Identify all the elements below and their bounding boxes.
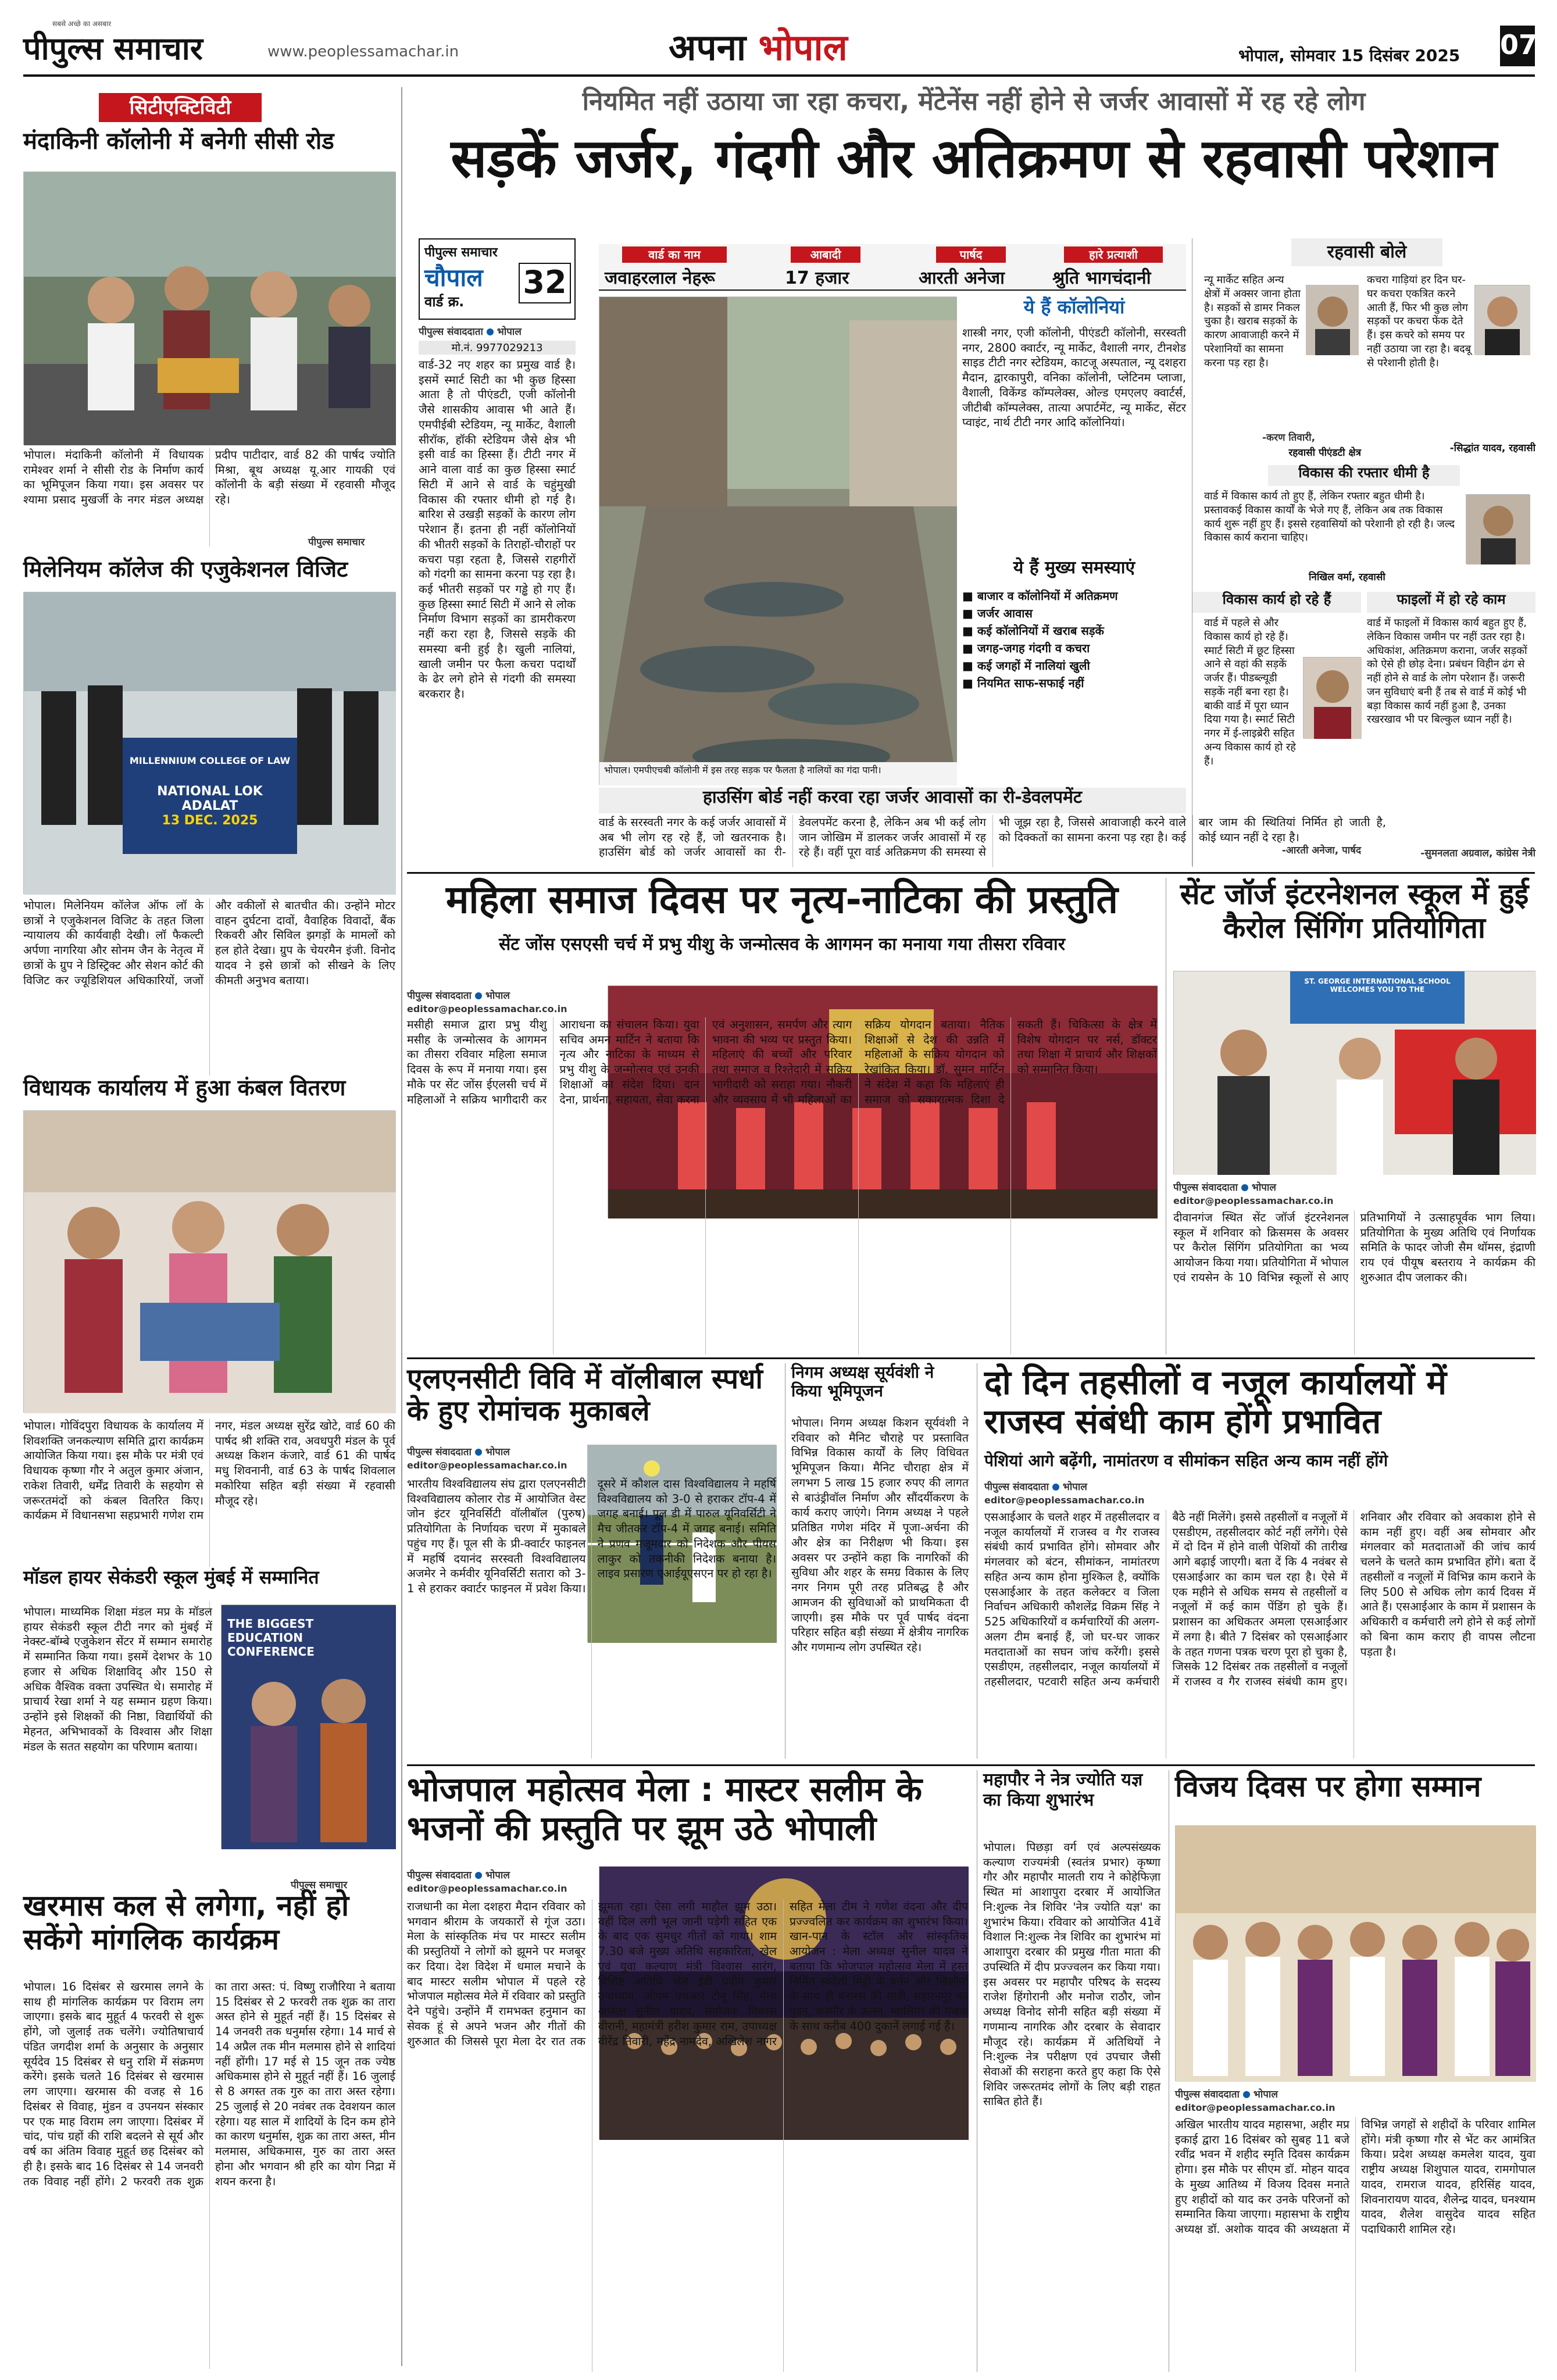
story4-body [23, 1604, 212, 1907]
vijay-body [1175, 2117, 1535, 2372]
story1-body [23, 448, 395, 546]
page-number: 07 [1500, 26, 1535, 66]
story1-credit: पीपुल्स समाचार [308, 537, 365, 548]
story2-banner-date: 13 DEC. 2025 [162, 813, 258, 828]
square-bullet-icon: ■ [962, 624, 977, 638]
bhojpal-body [407, 1899, 968, 2372]
stgeorge-story [1166, 878, 1535, 1355]
info-1-label: आबादी [791, 246, 860, 263]
story3-headline: विधायक कार्यालय में हुआ कंबल वितरण [23, 1075, 395, 1110]
files-title: फाइलों में हो रहे काम [1367, 592, 1535, 613]
lead-body [419, 358, 576, 869]
quote2-role: रहवासी [1509, 442, 1535, 454]
quote4-avatar [1303, 657, 1361, 738]
story4-headline: मॉडल हायर सेकंडरी स्कूल मुंबई में सम्मानित [23, 1567, 395, 1602]
problems-list [962, 587, 1186, 785]
volleyball-columns [407, 1477, 776, 1759]
bullet-icon [487, 328, 494, 335]
story2-headline: मिलेनियम कॉलेज की एजुकेशनल विजिट [23, 556, 348, 582]
story1-headline: मंदाकिनी कॉलोनी में बनेगी सीसी रोड [23, 128, 334, 155]
story2-banner-event: NATIONAL LOK ADALAT [157, 784, 263, 813]
story4-banner: THE BIGGEST EDUCATION CONFERENCE [227, 1617, 315, 1659]
tehsil-deck: पेशियां आगे बढ़ेंगी, नामांतरण व सीमांकन सहित अन्य काम नहीं होंगे [984, 1451, 1388, 1470]
tehsil-email[interactable]: editor@peoplessamachar.co.in [984, 1495, 1145, 1506]
problem-item: ■ कई जगहों में नालियां खुली [962, 659, 1090, 673]
tehsil-byline [984, 1480, 1159, 1493]
story1-text: भोपाल। मंदाकिनी कॉलोनी में विधायक रामेश्वर शर्मा ने सीसी रोड के निर्माण कार्य का भूमिपूजन किया गया। इस अवसर पर श्यामा प्रसाद मुखर्जी के नगर मंडल अध्यक्ष प्रदीप पाटीदार, वार्ड 82 की पार्षद ज्योति मिश्रा, बूथ अध्यक्ष यू.आर गायकी एवं कॉलोनी के बड़ी संख्या में रहवासी मौजूद रहे। [23, 448, 395, 507]
square-bullet-icon: ■ [962, 659, 977, 673]
kharmas-story [23, 1889, 395, 2372]
stgeorge-text: दीवानगंज स्थित सेंट जॉर्ज इंटरनेशनल स्कूल में शनिवार को क्रिसमस के अवसर पर कैरोल सिंगिंग प्रतियोगिता का भव्य आयोजन किया गया। प्रतियोगिता में भोपाल एवं रायसेन के 10 विभिन्न स्कूलों से आए प्रतिभागियों ने उत्साहपूर्वक भाग लिया। प्रतियोगिता के मुख्य अतिथि एवं निर्णायक समिति के फादर जोजी सैम थॉमस, इंद्राणी राय एवं पीयूष बस्तराय ने कार्यक्रम की शुरुआत दीप जलाकर की। [1173, 1211, 1535, 1284]
ward-info-strip [599, 244, 1186, 291]
stgeorge-photo [1173, 971, 1535, 1174]
bhojpal-email[interactable]: editor@peoplessamachar.co.in [407, 1883, 567, 1894]
vijay-headline: विजय दिवस पर होगा सम्मान [1175, 1770, 1481, 1803]
person-portrait-icon [1306, 285, 1359, 355]
lower-rule [407, 1764, 1535, 1766]
city-activity-label: सिटीएक्टिविटी [99, 93, 262, 122]
blanket-distribution-illustration [24, 1111, 396, 1413]
tehsil-story [977, 1363, 1535, 1759]
dateline: भोपाल, सोमवार 15 दिसंबर 2025 [1238, 46, 1460, 65]
mahila-deck: सेंट जोंस एसएसी चर्च में प्रभु यीशु के जन्मोत्सव के आगमन का मनाया गया तीसरा रविवार [499, 934, 1065, 955]
volleyball-byline-place: भोपाल [485, 1446, 510, 1458]
info-3-label: हारे प्रत्याशी [1064, 246, 1163, 263]
vijay-byline-place: भोपाल [1253, 2089, 1278, 2100]
lead-mobile: मो.नं. 9977029213 [419, 341, 576, 355]
quote1-role: रहवासी पीएंडटी क्षेत्र [1288, 447, 1361, 459]
story2-banner-college: MILLENNIUM COLLEGE OF LAW [129, 755, 291, 766]
mahila-columns [407, 1017, 1157, 1355]
mid-rule [407, 1357, 1535, 1359]
lead-byline-name: पीपुल्स संवाददाता [419, 326, 483, 338]
vijay-byline [1175, 2087, 1349, 2101]
info-3-value: श्रुति भागचंदानी [1052, 268, 1151, 288]
square-bullet-icon: ■ [962, 606, 977, 620]
problems-title: ये हैं मुख्य समस्याएं [1013, 558, 1135, 578]
kharmas-headline: खरमास कल से लगेगा, नहीं हो सकेंगे मांगलिक कार्यक्रम [23, 1889, 349, 1956]
quote1-text: न्यू मार्केट सहित अन्य क्षेत्रों में अक्सर जाना होता है। सड़कों से डामर निकल चुका है। खराब सड़कों के कारण आवाजाही करने में परेशानियों का सामना करना पड़ रहा है। [1204, 274, 1301, 369]
mahapour-headline: महापौर ने नेत्र ज्योति यज्ञ का किया शुभारंभ [983, 1770, 1143, 1810]
mahila-story [407, 878, 1157, 1355]
lead-byline-place: भोपाल [497, 326, 522, 338]
masthead [23, 17, 1538, 76]
quote4-name: -आरती अनेजा, पार्षद [1281, 845, 1361, 856]
lead-byline [419, 324, 576, 340]
quote1-avatar [1306, 285, 1358, 355]
damaged-road-illustration [599, 297, 957, 785]
volleyball-email[interactable]: editor@peoplessamachar.co.in [407, 1460, 567, 1471]
quote1-name: -करण तिवारी, [1262, 432, 1316, 444]
problem-item: ■ बाजार व कॉलोनियों में अतिक्रमण [962, 589, 1118, 603]
volleyball-headline: एलएनसीटी विवि में वॉलीबाल स्पर्धा के हुए रोमांचक मुकाबले [407, 1363, 763, 1428]
volleyball-byline [407, 1445, 581, 1459]
stgeorge-body [1173, 1210, 1535, 1355]
road-ceremony-illustration [24, 172, 396, 445]
volleyball-text: भारतीय विश्वविद्यालय संघ द्वारा एलएनसीटी विश्वविद्यालय कोलार रोड में आयोजित वेस्ट जोन इंटर यूनिवर्सिटी वॉलीबॉल (पुरुष) प्रतियोगिता के निर्णायक चरण में मुकाबले पहुंच गए हैं। पूल सी के प्री-क्वार्टर फाइनल में महर्षि दयानंद सरस्वती विश्वविद्यालय अजमेर ने कर्मवीर यूनिवर्सिटी सतारा को 3-1 से हराकर क्वार्टर फाइनल में प्रवेश किया। दूसरे में कौशल दास विश्वविद्यालय ने महर्षि विश्वविद्यालय को 3-0 से हराकर टॉप-4 में जगह बनाई। पूल डी में पारुल यूनिवर्सिटी ने मैच जीतकर टॉप-4 में जगह बनाई। समिति ने प्रणव मजूमदार को निदेशक और पीयस लाकुर को तकनीकी निदेशक बनाया है। लाइव प्रसारण एआईयूएसएन पर हो रहा है। [407, 1477, 776, 1596]
nigam-headline: निगम अध्यक्ष सूर्यवंशी ने किया भूमिपूजन [791, 1363, 934, 1401]
problems-box [962, 558, 1186, 791]
quote5-text: वार्ड में फाइलों में विकास कार्य बहुत हुए हैं, लेकिन विकास जमीन पर नहीं उतर रहा है। अधिकांश, अतिक्रमण कराना, जर्जर सड़कों को ऐसे ही छोड़ देना। प्रबंधन विहीन ढंग से नहीं होने से वार्ड के लोग परेशान हैं। जरूरी जन सुविधाएं बनी हैं तब से वार्ड में कोई भी बड़ा विकास कार्य नहीं हुआ है, उनका रखरखाव भी पर बिल्कुल ध्यान नहीं है। [1367, 617, 1527, 726]
quote2-avatar [1474, 285, 1530, 355]
square-bullet-icon: ■ [962, 676, 977, 690]
story3-photo [23, 1110, 395, 1413]
story4-text: भोपाल। माध्यमिक शिक्षा मंडल मप्र के मॉडल हायर सेकंडरी स्कूल टीटी नगर को मुंबई में नेक्स्ट-बॉम्बे एजुकेशन सेंटर में सम्मान समारोह में सम्मानित किया गया। इसमें देशभर के 10 हजार से अधिक शिक्षाविद् और 150 से अधिक वैश्विक वक्ता उपस्थित थे। समारोह में प्राचार्य रेखा शर्मा ने यह सम्मान ग्रहण किया। उन्होंने इसे शिक्षकों की निष्ठा, विद्यार्थियों की मेहनत, अभिभावकों के विश्वास और शिक्षा मंडल के सतत सहयोग का परिणाम बताया। [23, 1605, 212, 1753]
problem-item: ■ नियमित साफ-सफाई नहीं [962, 676, 1084, 690]
volleyball-body [407, 1477, 776, 1759]
housing-text: वार्ड के सरस्वती नगर के कई जर्जर आवासों में अब भी लोग रह रहे हैं, जो खतरनाक है। हाउसिंग बोर्ड को जर्जर आवासों का री-डेवलपमेंट करना है, लेकिन अब भी कई लोग जान जोखिम में डालकर जर्जर आवासों में रह रहे हैं। वहीं पूरा वार्ड अतिक्रमण की समस्या से भी जूझ रहा है, जिससे आवाजाही करने वाले को दिक्कतों का सामना करना पड़ रहा है। कई बार जाम की स्थितियां निर्मित हो जाती है, कोई ध्यान नहीं दे रहा है। [599, 816, 1386, 859]
slow-title: विकास की रफ्तार धीमी है [1268, 465, 1460, 486]
bhojpal-byline-name: पीपुल्स संवाददाता [407, 1870, 472, 1881]
section-title-red: भोपाल [758, 26, 848, 69]
info-2-label: पार्षद [936, 246, 1006, 263]
quote3-byline [1309, 570, 1460, 584]
bullet-icon [1241, 1184, 1248, 1191]
colonies-text: शास्त्री नगर, एजी कॉलोनी, पीएंडटी कॉलोनी, सरस्वती नगर, 2800 क्वार्टर, न्यू मार्केट, वैशाली नगर, टीनशेड साइड टीटी नगर स्टेडियम, काटजू अस्पताल, न्यू दशहरा मैदान, द्वारकापुरी, वनिका कॉलोनी, प्लेटिनम प्लाजा, वैशाली, विकेंग्ड कॉम्पलेक्स, ओल्ड एमएलए क्वार्टर्स, जीटीबी कॉम्पलेक्स, तात्या अपार्टमेंट, न्यू मार्केट, सेंटर प्वाइंट, नार्थ टीटी नगर आदि कॉलोनियां। [962, 326, 1186, 430]
college-visit-illustration [24, 592, 396, 895]
lead-kicker: नियमित नहीं उठाया जा रहा कचरा, मेंटेनेंस नहीं होने से जर्जर आवासों में रह रहे लोग [582, 87, 1366, 116]
problem-item: ■ जर्जर आवास [962, 606, 1033, 620]
mahila-text: मसीही समाज द्वारा प्रभु यीशु मसीह के जन्मोत्सव के आगमन का तीसरा रविवार महिला समाज दिवस के रूप में मनाया गया। इस मौके पर सेंट जोंस ईएलसी चर्च में महिलाओं ने सक्रिय भागीदारी कर आराधना का संचालन किया। युवा सचिव अमन मार्टिन ने बताया कि नृत्य और नाटिका के माध्यम से प्रभु यीशु के जन्मोत्सव एवं उनकी शिक्षाओं का संदेश दिया। दान देना, प्रार्थना, सहायता, सेवा करना एवं अनुशासन, समर्पण और त्याग भावना की भव्य पर प्रस्तुत किया। महिलाएं की बच्चों और परिवार तथा समाज व रिश्तेदारी में सक्रिय भागीदारी को सराहा गया। नौकरी और व्यवसाय में भी महिलाओं का सक्रिय योगदान बताया। नैतिक शिक्षाओं से देश की उन्नति में महिलाओं के सक्रिय योगदान को रेखांकित किया। डॉ. सुमन मार्टिन ने संदेश में कहा कि महिलाएं ही समाज को सकारात्मक दिशा दे सकती हैं। चिकित्सा के क्षेत्र में विशेष योगदान पर नर्स, डॉक्टर तथा शिक्षा में प्राचार्य और शिक्षकों को सम्मानित किया। [407, 1018, 1157, 1106]
story2-text: भोपाल। मिलेनियम कॉलेज ऑफ लॉ के छात्रों ने एजुकेशनल विजिट के तहत जिला न्यायालय की कार्यवाही देखी। लॉ फैकल्टी अर्पणा नागरिया और सोनम जैन के नेतृत्व में छात्रों के ग्रुप ने डिस्ट्रिक्ट और सेशन कोर्ट की विजिट कर ज्यूडिशियल अधिकारियों, जजों और वकीलों से बातचीत की। उन्होंने मोटर वाहन दुर्घटना दावों, वैवाहिक विवादों, बैंक रिकवरी और सिविल झगड़ों के मामलों को हल होते देखा। ग्रुप के चेयरमैन इंजी. विनोद यादव ने इसे छात्रों को सीखने के लिए कीमती अनुभव बताया। [23, 899, 395, 987]
volleyball-story [407, 1363, 776, 1759]
person-portrait-icon [1466, 495, 1530, 564]
chaupal-brand: पीपुल्स समाचार [424, 245, 498, 260]
masthead-tagline: सबसे अच्छे का असबार [52, 20, 111, 28]
bullet-icon [1243, 2091, 1250, 2098]
story2-photo [23, 592, 395, 894]
residents-title: रहवासी बोले [1291, 238, 1442, 266]
ward-number: 32 [519, 263, 571, 303]
ward-label: वार्ड क्र. [424, 294, 465, 310]
bullet-icon [475, 992, 482, 999]
vijay-byline-name: पीपुल्स संवाददाता [1175, 2089, 1240, 2100]
quote5-name: -सुमनलता अग्रवाल, कांग्रेस नेत्री [1420, 848, 1535, 859]
housing-headline: हाउसिंग बोर्ड नहीं करवा रहा जर्जर आवासों का री-डेवलपमेंट [599, 788, 1186, 813]
tehsil-byline-name: पीपुल्स संवाददाता [984, 1481, 1049, 1493]
vijay-email[interactable]: editor@peoplessamachar.co.in [1175, 2102, 1335, 2113]
story1-photo [23, 171, 395, 445]
square-bullet-icon: ■ [962, 589, 977, 603]
chaupal-box [419, 238, 576, 320]
mahila-byline [407, 988, 593, 1002]
mahila-byline-name: पीपुल्स संवाददाता [407, 990, 472, 1002]
tehsil-columns [984, 1510, 1535, 1759]
stgeorge-email[interactable]: editor@peoplessamachar.co.in [1173, 1195, 1334, 1206]
bhojpal-byline [407, 1868, 581, 1882]
tehsil-headline: दो दिन तहसीलों व नजूल कार्यालयों में राजस्व संबंधी काम होंगे प्रभावित [984, 1363, 1447, 1441]
kharmas-text: भोपाल। 16 दिसंबर से खरमास लगने के साथ ही मांगलिक कार्यक्रम पर विराम लग जाएगा। इसके बाद मुहूर्त 4 फरवरी से शुरू होंगे, जो जुलाई तक चलेंगे। ज्योतिषाचार्य पंडित जगदीश शर्मा के अनुसार के अनुसार सूर्यदेव 15 दिसंबर से धनु राशि में संक्रमण करेंगे। इसके चलते 16 दिसंबर से खरमास लग जाएगा। खरमास की वजह से 16 दिसंबर से विवाह, मुंडन व उपनयन संस्कार पर एक माह विराम लग जाएगा। दिसंबर में चांद, पांच ग्रहों की राशि बदलने से सूर्य और वर्ष का अंतिम विवाह मुहूर्त छह दिसंबर को ही है। इसके बाद 16 दिसंबर से 14 जनवरी तक विवाह नहीं होंगे। 2 फरवरी तक शुक्र का तारा अस्त: पं. विष्णु राजौरिया ने बताया 15 दिसंबर से 2 फरवरी तक शुक्र का तारा अस्त होने से मुहूर्त नहीं हैं। 15 दिसंबर से 14 जनवरी तक धनुर्मास रहेगा। 14 मार्च से 14 अप्रैल तक मीन मलमास होने से शादियां नहीं होंगी। 17 मई से 15 जून तक ज्येष्ठ अधिकमास होने से मुहूर्त नहीं हैं। 16 जुलाई से 8 अगस्त तक गुरु का तारा अस्त रहेगा। 25 जुलाई से 20 नवंबर तक देवशयन काल रहेगा। यह साल में शादियों के दिन कम होने का कारण धनुर्मास, शुक्र का तारा अस्त, मीन मलमास, अधिकमास, गुरु का तारा अस्त होना और भगवान श्री हरि का योग निद्रा में शयन करना है। [23, 1980, 395, 2188]
info-1-value: 17 हजार [785, 268, 849, 288]
quote4-text: वार्ड में पहले से और विकास कार्य हो रहे हैं। स्मार्ट सिटी में छूट हिस्सा आने से वहां की सड़कें जर्जर हैं। पीडब्ल्यूडी सड़कें नहीं बना रहा है। बाकी वार्ड में पूरा ध्यान दिया गया है। स्मार्ट सिटी नगर में ई-लाइब्रेरी सहित अन्य विकास कार्य हो रहे हैं। [1204, 617, 1296, 767]
bullet-icon [1052, 1484, 1059, 1491]
lead-photo [599, 296, 956, 785]
nigam-story [785, 1363, 968, 1759]
masthead-url[interactable]: www.peoplessamachar.in [267, 43, 459, 60]
tehsil-body [984, 1510, 1535, 1759]
quote2-text: कचरा गाड़ियां हर दिन घर-घर कचरा एकत्रित करने आती हैं, फिर भी कुछ लोग सड़कों पर कचरा फेंक देते हैं। इस कचरे को समय पर नहीं उठाया जा रहा है। बदबू से परेशानी होती है। [1367, 274, 1471, 369]
lead-text: वार्ड-32 नए शहर का प्रमुख वार्ड है। इसमें स्मार्ट सिटी का भी कुछ हिस्सा आता है तो पीएंडटी, एजी कॉलोनी जैसे शासकीय आवास भी आते हैं। एमपीईबी स्टेडियम, न्यू मार्केट, वैशाली सीरॉक, हॉकी स्टेडियम जैसे क्षेत्र भी इसी वार्ड का हिस्सा हैं। टीटी नगर में आने वाला वार्ड का कुछ हिस्सा स्मार्ट सिटी में आने से वार्ड के चहुंमुखी विकास की रफ्तार धीमी हो गई है। बारिश से उखड़ी सड़कों के कारण लोग परेशान हैं। इतना ही नहीं कॉलोनियों की भीतरी सड़कों के तिराहों-चौराहों पर कचरा पड़ा रहता है, जिससे राहगीरों को गंदगी का सामना करना पड़ रहा है। कई भीतरी सड़कों पर गड्ढे हो गए हैं। कुछ हिस्सा स्मार्ट सिटी में आने से लोक निर्माण विभाग सड़कों का डामरीकरण नहीं करा रहा है, जिससे सड़कें की समस्या बनी हुई है। खुली नालियां, खाली जमीन पर फैला कचरा पदार्थों के ढेर लगे होने से गंदगी की समस्या बरकरार है। [419, 358, 576, 701]
bhojpal-story [407, 1770, 968, 2372]
chaupal-label: चौपाल [424, 263, 483, 292]
lead-photo-caption: भोपाल। एमपीएचबी कॉलोनी में इस तरह सड़क पर फैलता है नालियों का गंदा पानी। [599, 762, 957, 785]
masthead-logo: पीपुल्स समाचार [23, 30, 203, 67]
section-title-plain: अपना [669, 26, 747, 69]
stgeorge-byline-place: भोपाल [1251, 1182, 1276, 1193]
story4-photo [221, 1604, 395, 1849]
stgeorge-headline: सेंट जॉर्ज इंटरनेशनल स्कूल में हुई कैरोल सिंगिंग प्रतियोगिता [1180, 877, 1529, 945]
bullet-icon [475, 1872, 482, 1879]
bhojpal-text: राजधानी का मेला दशहरा मैदान रविवार को भगवान श्रीराम के जयकारों से गूंज उठा। मेला के सांस्कृतिक मंच पर मास्टर सलीम की प्रस्तुतियों ने लोगों को झूमने पर मजबूर कर दिया। देश विदेश में धमाल मचाने के बाद मास्टर सलीम भोपाल में पहले रहे भोजपाल महोत्सव मेले में रविवार को प्रस्तुति देने पहुंचे। उन्होंने मैं रामभक्त हनुमान का सेवक हूं से अपने भजन और गीतों की शुरुआत की जिससे पूरा मेला देर रात तक झूमता रहा। ऐसा लगी माहौल झूम उठा। वहीं दिल लगी भूल जानी पड़ेगी सहित एक के बाद एक सुमधुर गीतों को गाया। शाम 7.30 बजे मुख्य अतिथि सहकारिता, खेल एवं युवा कल्याण मंत्री विश्वास सारंग, विशिष्ट अतिथि भेल ईडी प्रदीप कुमार उपाध्याय, जीएम एचआर टोनू सिंह, मेला अध्यक्ष सुनील यादव, संयोजक विकास वीरानी, महामंत्री हरीश कुमार राम, उपाध्यक्ष वीरेंद्र तिवारी, महेंद्र नामदेव, अखिलेश नागर सहित मेला टीम ने गणेश वंदना और दीप प्रज्ज्वलित कर कार्यक्रम का शुभारंभ किया। खान-पान के स्टॉल और सांस्कृतिक आयोजन : मेला अध्यक्ष सुनील यादव ने बताया कि भोजपाल महोत्सव मेला में हस्त निर्मित स्वदेशी मिट्टी के बर्तन और खिलौनों के साथ ही बनारस की साड़ी, सहारनपुर का वुडन, कश्मीर के ऊलन, ग्वालियर की गजक के साथ करीब 400 दुकानें लगाई गई हैं। [407, 1900, 968, 2048]
person-portrait-icon [1304, 657, 1362, 739]
story4-credit: पीपुल्स समाचार [291, 1879, 348, 1891]
volleyball-byline-name: पीपुल्स संवाददाता [407, 1446, 472, 1458]
quote3-role: रहवासी [1359, 571, 1385, 583]
mahila-headline: महिला समाज दिवस पर नृत्य-नाटिका की प्रस्तुति [445, 877, 1119, 922]
dev-title: विकास कार्य हो रहे हैं [1192, 592, 1361, 613]
quote2-name: -सिद्धांत यादव, [1449, 442, 1506, 454]
vijay-photo [1175, 1825, 1535, 2081]
tehsil-text: एसआईआर के चलते शहर में तहसीलदार व नजूल कार्यालयों में राजस्व व गैर राजस्व संबंधी कार्य प्रभावित होंगे। सोमवार और मंगलवार को बंटन, सीमांकन, नामांतरण सहित अन्य काम होना मुश्किल है, क्योंकि एसआईआर के तहत कलेक्टर व जिला निर्वाचन अधिकारी कौशलेंद्र विक्रम सिंह ने 525 अधिकारियों व कर्मचारियों की अलग-अलग टीम बनाई हैं, जो घर-घर जाकर मतदाताओं का सघन जांच करेंगी। इससे एसडीएम, तहसीलदार, नजूल कार्यालयों में तहसीलदार, पटवारी सहित अन्य कर्मचारी बैठे नहीं मिलेंगे। इससे तहसीलों व नजूलों में एसडीएम, तहसीलदार कोर्ट नहीं लगेंगे। ऐसे में दो दिन में होने वाली पेशियों की तारीख आगे बढ़ाई जाएगी। बता दें कि 4 नवंबर से एसआईआर का काम चल रहा है। ऐसे में एक महीने से अधिक समय से तहसीलों व नजूलों में कई काम पेंडिंग हो चुके हैं। प्रशासन का अधिकतर अमला एसआईआर में लगा है। बीते 7 दिसंबर को एसआईआर के तहत गणना पत्रक चरण पूरा हो चुका है, जिसके 12 दिसंबर तक तहसीलों व नजूलों में राजस्व व गैर राजस्व संबंधी काम हुए। शनिवार और रविवार को अवकाश होने से काम नहीं हुए। वहीं अब सोमवार और मंगलवार को मतदाताओं की जांच कार्य चलने के चलते काम प्रभावित होंगे। बता दें तहसीलों व नजूलों में विभिन्न काम कराने के लिए 500 से अधिक लोग कार्य दिवस में आते हैं। एसआईआर के काम में प्रशासन के अधिकारी व कर्मचारी लगे होने से कई लोगों को बिना काम कराए ही वापस लौटना पड़ता है। [984, 1510, 1535, 1689]
quote3-name: निखिल वर्मा, [1309, 571, 1356, 583]
lead-bottom-rule [407, 872, 1535, 874]
mahila-email[interactable]: editor@peoplessamachar.co.in [407, 1003, 567, 1014]
masthead-rule [23, 74, 1535, 77]
column-divider-left [401, 87, 402, 2366]
quote3-text: वार्ड में विकास कार्य तो हुए हैं, लेकिन रफ्तार बहुत धीमी है। प्रस्तावकई विकास कार्यों के भेजे गए हैं, लेकिन अब तक विकास कार्य शुरू नहीं हुए हैं। इससे रहवासियों को परेशानी हो रही है। जल्द विकास कार्य कराना चाहिए। [1204, 490, 1455, 544]
stgeorge-banner: ST. GEORGE INTERNATIONAL SCHOOL WELCOMES YOU TO THE [1304, 977, 1451, 994]
stgeorge-byline [1173, 1180, 1359, 1194]
mahapour-story [977, 1770, 1160, 2372]
vijay-columns [1175, 2117, 1535, 2372]
person-portrait-icon [1475, 285, 1530, 355]
bullet-icon [475, 1449, 482, 1456]
lead-headline: सड़कें जर्जर, गंदगी और अतिक्रमण से रहवासी परेशान [451, 127, 1497, 190]
story3-text: भोपाल। गोविंदपुरा विधायक के कार्यालय में शिवशक्ति जनकल्याण समिति द्वारा कार्यक्रम आयोजित किया गया। इस मौके पर मंत्री एवं विधायक कृष्णा गौर ने अतुल कुमार अंजान, राकेश तिवारी, धर्मेंद्र तिवारी के सहयोग से जरूरतमंदों को कंबल वितरित किए। कार्यक्रम में विधानसभा सहप्रभारी गणेश राम नगर, मंडल अध्यक्ष सुरेंद्र खोटे, वार्ड 60 की पार्षद श्री शक्ति राव, अवधपुरी मंडल के पूर्व अध्यक्ष किशन कंजारे, वार्ड 61 की पार्षद मधु शिवनानी, वार्ड 63 के पार्षद शिवलाल मकोरिया सहित बड़ी संख्या में रहवासी मौजूद रहे। [23, 1419, 395, 1523]
mahila-body [407, 1017, 1157, 1355]
quote3-avatar [1466, 494, 1530, 564]
quote2-byline [1367, 441, 1535, 455]
kharmas-body [23, 1979, 395, 2369]
info-2-value: आरती अनेजा [919, 268, 1005, 288]
nigam-body: भोपाल। निगम अध्यक्ष किशन सूर्यवंशी ने रविवार को मैनिट चौराहे पर प्रस्तावित विभिन्न विकास कार्यों के लिए विधिवत भूमिपूजन किया। मैनिट चौराहा क्षेत्र में लगभग 5 लाख 15 हजार रुपए की लागत से बाउंड्रीवॉल निर्माण और सौंदर्यीकरण के कार्य कराए जाएंगे। निगम अध्यक्ष ने पहले प्रतिष्ठित गणेश मंदिर में पूजा-अर्चना की और क्षेत्र का निरीक्षण भी किया। इस अवसर पर उन्होंने कहा कि नागरिकों की सुविधा और शहर के समग्र विकास के लिए नगर निगम पूरी तरह प्रतिबद्ध है और आमजन की सुविधाओं को प्राथमिकता दी जाएगी। इस मौके पर पूर्व पार्षद वंदना परिहार सहित बड़ी संख्या में क्षेत्रीय नागरिक और गणमान्य लोग उपस्थित रहे। [791, 1416, 969, 1654]
info-0-value: जवाहरलाल नेहरू [605, 268, 715, 288]
info-0-label: वार्ड का नाम [622, 246, 727, 263]
vijay-text: अखिल भारतीय यादव महासभा, अहीर मप्र इकाई द्वारा 16 दिसंबर को सुबह 11 बजे रवींद्र भवन में शहीद स्मृति दिवस कार्यक्रम होगा। इस मौके पर सीएम डॉ. मोहन यादव के मुख्य आतिथ्य में विजय दिवस मनाते हुए शहीदों को याद कर उनके परिजनों को सम्मानित किया जाएगा। महासभा के राष्ट्रीय अध्यक्ष डॉ. अशोक यादव की अध्यक्षता में विभिन्न जगहों से शहीदों के परिवार शामिल होंगे। मंत्री कृष्णा गौर से भेंट कर आमंत्रित किया। प्रदेश अध्यक्ष कमलेश यादव, युवा राष्ट्रीय अध्यक्ष शिशुपाल यादव, रामगोपाल यादव, रामराज यादव, हरिसिंह यादव, शिवनारायण यादव, शैलेन्द्र यादव, घनश्याम यादव, शैलेश वासुदेव यादव सहित पदाधिकारी शामिल रहे। [1175, 2118, 1535, 2236]
vijay-story [1169, 1770, 1535, 2372]
group-meeting-illustration [1176, 1826, 1536, 2082]
mahapour-body: भोपाल। पिछड़ा वर्ग एवं अल्पसंख्यक कल्याण राज्यमंत्री (स्वतंत्र प्रभार) कृष्णा गौर और महापौर मालती राय ने कोहेफिज़ा स्थित मां आशापुरा दरबार में आयोजित नि:शुल्क नेत्र शिविर 'नेत्र ज्योति यज्ञ' का शुभारंभ किया। रविवार को आयोजित 41वें विशाल नि:शुल्क नेत्र शिविर का शुभारंभ मां आशापुरा दरबार की प्रमुख गीता माता की उपस्थिति में दीप प्रज्ज्वलन कर किया गया। इस अवसर पर महापौर परिषद के सदस्य राजेश हिंगोरानी और मनोज राठौर, जोन अध्यक्ष विनोद सोनी सहित बड़ी संख्या में गणमान्य नागरिक और दरबार के सेवादार मौजूद रहे। कार्यक्रम में अतिथियों ने नि:शुल्क नेत्र परीक्षण एवं उपचार जैसी सेवाओं की सराहना करते हुए कहा कि ऐसे शिविर जरूरतमंद लोगों के लिए बड़ी राहत साबित होते हैं। [983, 1841, 1160, 2109]
mahila-byline-place: भोपाल [485, 990, 510, 1002]
stgeorge-byline-name: पीपुल्स संवाददाता [1173, 1182, 1238, 1193]
bhojpal-byline-place: भोपाल [485, 1870, 510, 1881]
tehsil-byline-place: भोपाल [1062, 1481, 1087, 1493]
bhojpal-headline: भोजपाल महोत्सव मेला : मास्टर सलीम के भजनों की प्रस्तुति पर झूम उठे भोपाली [407, 1770, 923, 1848]
section-title [669, 22, 948, 74]
colonies-title: ये हैं कॉलोनियां [1023, 296, 1125, 318]
problem-item: ■ जगह-जगह गंदगी व कचरा [962, 641, 1090, 655]
problem-item: ■ कई कॉलोनियों में खराब सड़कें [962, 624, 1104, 638]
lead-story [407, 81, 1535, 860]
residents-panel [1192, 238, 1535, 866]
bhojpal-columns [407, 1899, 968, 2372]
square-bullet-icon: ■ [962, 641, 977, 655]
